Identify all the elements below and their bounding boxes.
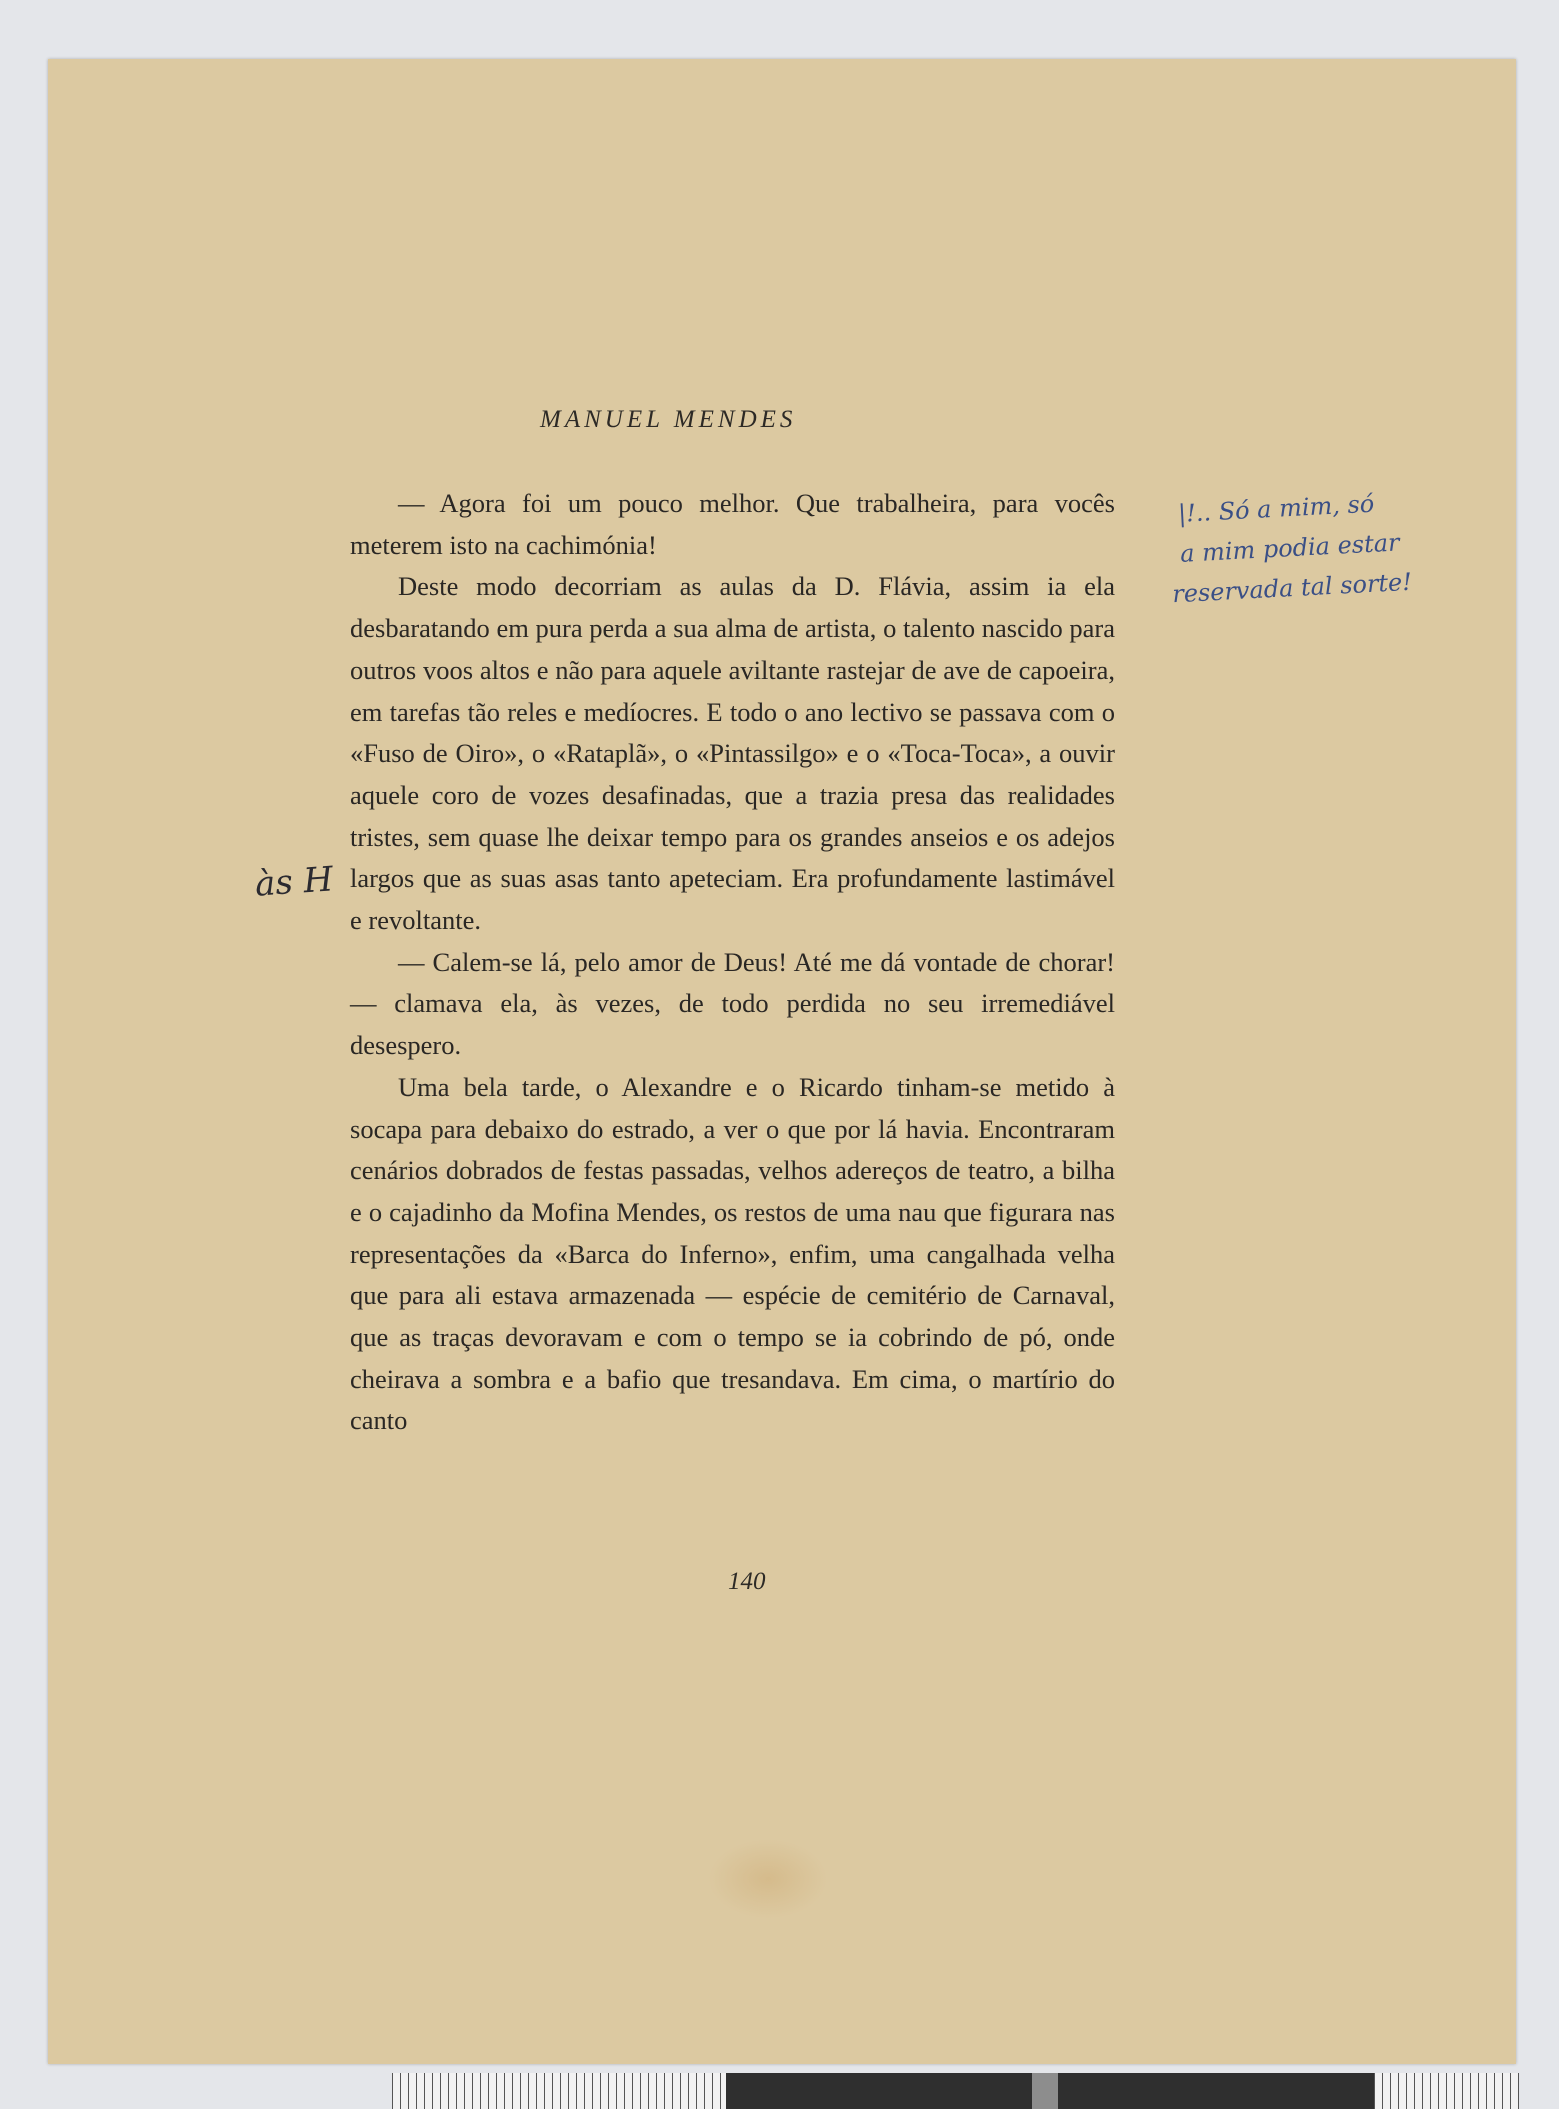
ruler-dark-band	[726, 2073, 1032, 2109]
ruler-gray-band	[1032, 2073, 1058, 2109]
paragraph: — Calem-se lá, pelo amor de Deus! Até me dá vontade de chorar! — clamava ela, às vezes, de todo perdida no seu irremediável desespero.	[350, 946, 1115, 1061]
handwritten-note-left: às H	[253, 859, 335, 905]
body-text	[350, 483, 1115, 1442]
ruler-ticks	[392, 2073, 726, 2109]
paragraph: Uma bela tarde, o Alexandre e o Ricardo tinham-se metido à socapa para debaixo do estrado, a ver o que por lá havia. Encontraram cenários dobrados de festas passadas, velhos adereços de teatro, a bilha e o cajadinho da Mofina Mendes, os restos de uma nau que figurara nas representações da «Barca do Inferno», enfim, uma cangalhada velha que para ali estava armazenada — espécie de cemitério de Carnaval, que as traças devoravam e com o tempo se ia cobrindo de pó, onde cheirava a sombra e a bafio que tresandava. Em cima, o martírio do canto	[350, 1071, 1115, 1436]
ruler-ticks	[1374, 2073, 1519, 2109]
paper-stain	[708, 1839, 828, 1919]
page-number: 140	[728, 1568, 766, 1595]
scale-ruler	[392, 2073, 1519, 2109]
paragraph: — Agora foi um pouco melhor. Que trabalheira, para vocês meterem isto na cachimónia!	[350, 488, 1115, 560]
handwritten-line: a mim podia estar	[1179, 528, 1401, 568]
running-head: MANUEL MENDES	[540, 406, 797, 433]
handwritten-line: reservada tal sorte!	[1171, 567, 1413, 609]
handwritten-note-right	[1171, 478, 1483, 614]
ruler-dark-band	[1058, 2073, 1374, 2109]
paragraph: Deste modo decorriam as aulas da D. Flávia, assim ia ela desbaratando em pura perda a sua alma de artista, o talento nascido para outros voos altos e não para aquele aviltante rastejar de ave de capoeira, em tarefas tão reles e medíocres. E todo o ano lectivo se passava com o «Fuso de Oiro», o «Rataplã», o «Pintassilgo» e o «Toca-Toca», a ouvir aquele coro de vozes desafinadas, que a trazia presa das realidades tristes, sem quase lhe deixar tempo para os grandes anseios e os adejos largos que as suas asas tanto apeteciam. Era profundamente lastimável e revoltante.	[350, 571, 1115, 936]
handwritten-line: |!.. Só a mim, só	[1177, 489, 1375, 528]
